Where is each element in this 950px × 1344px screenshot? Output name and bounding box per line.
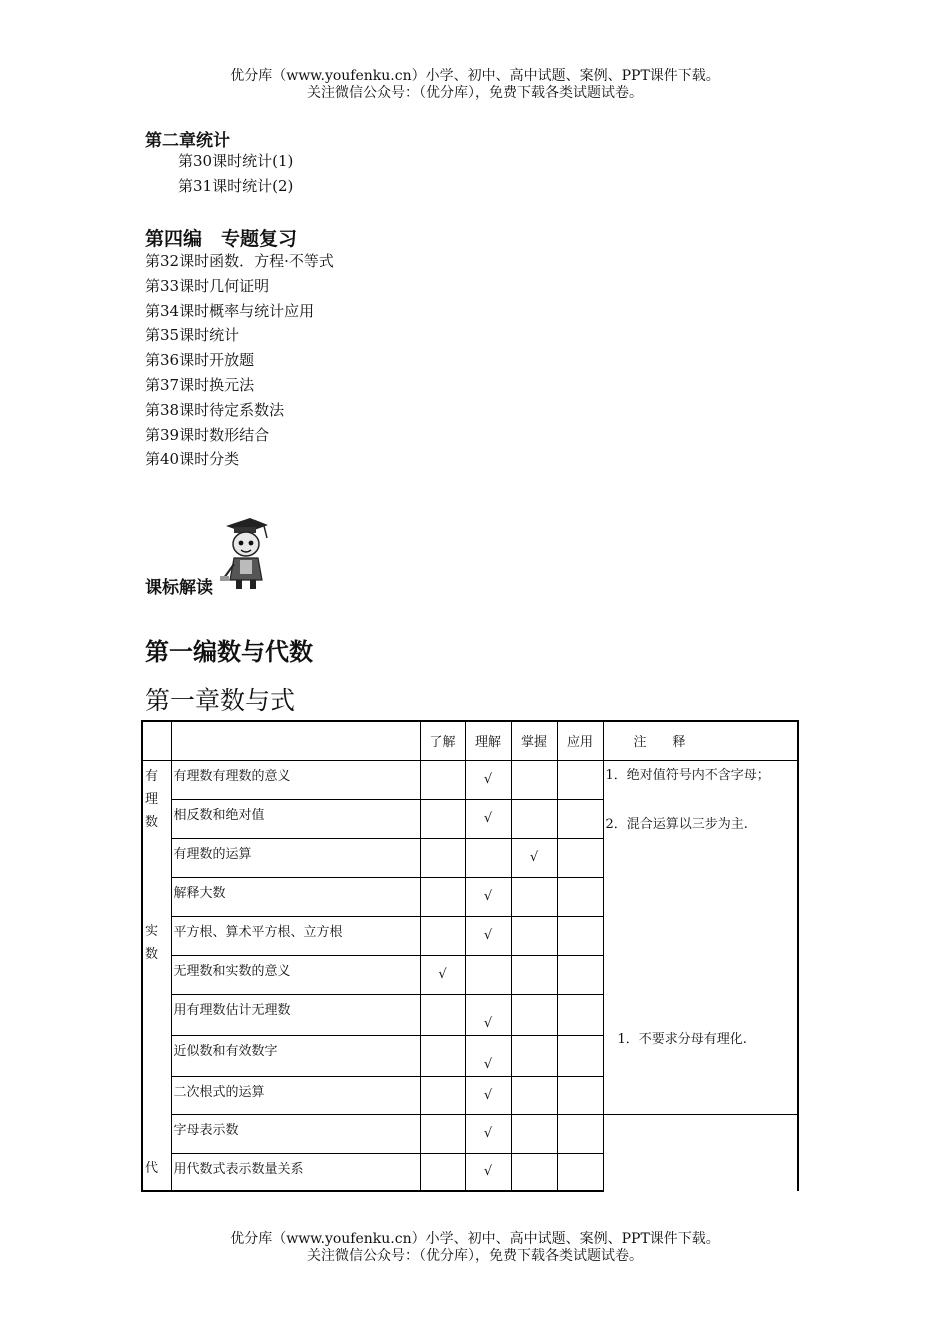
toc-item: 第35课时统计	[145, 326, 240, 345]
header-apply: 应用	[557, 721, 603, 760]
page-footer	[0, 1231, 950, 1265]
curriculum-label: 课标解读	[145, 578, 213, 598]
cell-understand-basic	[420, 1035, 465, 1076]
cell-understand-basic	[420, 1114, 465, 1153]
chapter2-title: 第二章统计	[145, 131, 230, 151]
header-blank-item	[171, 721, 420, 760]
cell-understand-basic	[420, 1153, 465, 1191]
cell-master	[511, 1153, 557, 1191]
notes-algebra	[603, 1114, 798, 1191]
category-label: 代	[145, 1161, 159, 1176]
toc-item: 第38课时待定系数法	[145, 400, 285, 419]
row-item: 相反数和绝对值	[171, 799, 420, 838]
cell-understand-basic	[420, 760, 465, 799]
header-notes: 注 释	[603, 721, 798, 760]
header-master: 掌握	[511, 721, 557, 760]
check-mark: √	[465, 799, 511, 838]
cell-understand	[465, 955, 511, 994]
cell-master	[511, 955, 557, 994]
toc-item: 第33课时几何证明	[145, 276, 270, 295]
cell-apply	[557, 1114, 603, 1153]
row-item: 用代数式表示数量关系	[171, 1153, 420, 1191]
cell-master	[511, 916, 557, 955]
cell-master	[511, 1076, 557, 1114]
check-mark: √	[465, 877, 511, 916]
category-algebra	[142, 1114, 171, 1191]
check-mark: √	[420, 955, 465, 994]
cell-apply	[557, 916, 603, 955]
toc-item: 第31课时统计(2)	[178, 176, 294, 195]
toc-item: 第30课时统计(1)	[178, 152, 294, 170]
check-mark: √	[465, 760, 511, 799]
category-label: 实数	[145, 924, 159, 962]
chapter2-list	[178, 149, 293, 199]
table-row	[142, 1114, 798, 1153]
row-item: 二次根式的运算	[171, 1076, 420, 1114]
cell-apply	[557, 1035, 603, 1076]
toc-item: 第39课时数形结合	[145, 425, 270, 444]
check-mark: √	[465, 1114, 511, 1153]
cell-understand-basic	[420, 994, 465, 1035]
cell-apply	[557, 877, 603, 916]
part4-title: 第四编 专题复习	[145, 228, 298, 250]
table-row	[142, 760, 798, 799]
header-line-1: 优分库（www.youfenku.cn）小学、初中、高中试题、案例、PPT课件下载。	[230, 68, 720, 84]
page-header	[0, 68, 950, 102]
cell-master	[511, 760, 557, 799]
cell-understand-basic	[420, 877, 465, 916]
cell-apply	[557, 760, 603, 799]
table-row	[142, 916, 798, 955]
check-mark: √	[465, 1076, 511, 1114]
row-item: 解释大数	[171, 877, 420, 916]
header-understand-basic: 了解	[420, 721, 465, 760]
cell-understand	[465, 838, 511, 877]
cell-master	[511, 994, 557, 1035]
note-line: 1．绝对值符号内不含字母；	[605, 767, 770, 783]
cell-understand-basic	[420, 799, 465, 838]
chapter1-title: 第一章数与式	[145, 686, 296, 715]
cell-apply	[557, 955, 603, 994]
toc-item: 第40课时分类	[145, 450, 240, 469]
header-line-2: 关注微信公众号：（优分库），免费下载各类试题试卷。	[307, 85, 643, 101]
table-header-row	[142, 721, 798, 760]
footer-line-2: 关注微信公众号：（优分库），免费下载各类试题试卷。	[307, 1248, 643, 1264]
toc-item: 第34课时概率与统计应用	[145, 301, 315, 320]
toc-item: 第32课时函数．方程·不等式	[145, 252, 334, 270]
row-item: 近似数和有效数字	[171, 1035, 420, 1076]
part1-title: 第一编数与代数	[145, 638, 313, 666]
check-mark: √	[465, 916, 511, 955]
notes-real	[603, 916, 798, 1114]
row-item: 有理数有理数的意义	[171, 760, 420, 799]
cell-understand-basic	[420, 838, 465, 877]
category-label: 有理数	[145, 768, 159, 830]
cell-understand-basic	[420, 916, 465, 955]
cell-apply	[557, 994, 603, 1035]
header-understand: 理解	[465, 721, 511, 760]
toc-item: 第36课时开放题	[145, 351, 255, 370]
header-blank-category	[142, 721, 171, 760]
cell-apply	[557, 1153, 603, 1191]
cell-master	[511, 1035, 557, 1076]
cell-master	[511, 877, 557, 916]
row-item: 平方根、算术平方根、立方根	[171, 916, 420, 955]
note-line: 2．混合运算以三步为主.	[605, 816, 748, 832]
curriculum-table	[141, 720, 799, 1192]
part4-list	[145, 249, 334, 472]
cell-apply	[557, 799, 603, 838]
notes-rational	[603, 760, 798, 916]
graduate-mascot-icon	[220, 516, 272, 592]
row-item: 字母表示数	[171, 1114, 420, 1153]
row-item: 用有理数估计无理数	[171, 994, 420, 1035]
check-mark: √	[511, 838, 557, 877]
cell-apply	[557, 1076, 603, 1114]
note-line: 1．不要求分母有理化.	[617, 1032, 747, 1048]
toc-item: 第37课时换元法	[145, 375, 255, 394]
cell-understand-basic	[420, 1076, 465, 1114]
row-item: 有理数的运算	[171, 838, 420, 877]
category-rational	[142, 760, 171, 916]
cell-apply	[557, 838, 603, 877]
footer-line-1: 优分库（www.youfenku.cn）小学、初中、高中试题、案例、PPT课件下载。	[230, 1231, 720, 1247]
check-mark: √	[465, 1153, 511, 1191]
cell-master	[511, 1114, 557, 1153]
row-item: 无理数和实数的意义	[171, 955, 420, 994]
cell-master	[511, 799, 557, 838]
check-mark: √	[465, 1035, 511, 1076]
category-real	[142, 916, 171, 1114]
check-mark: √	[465, 994, 511, 1035]
